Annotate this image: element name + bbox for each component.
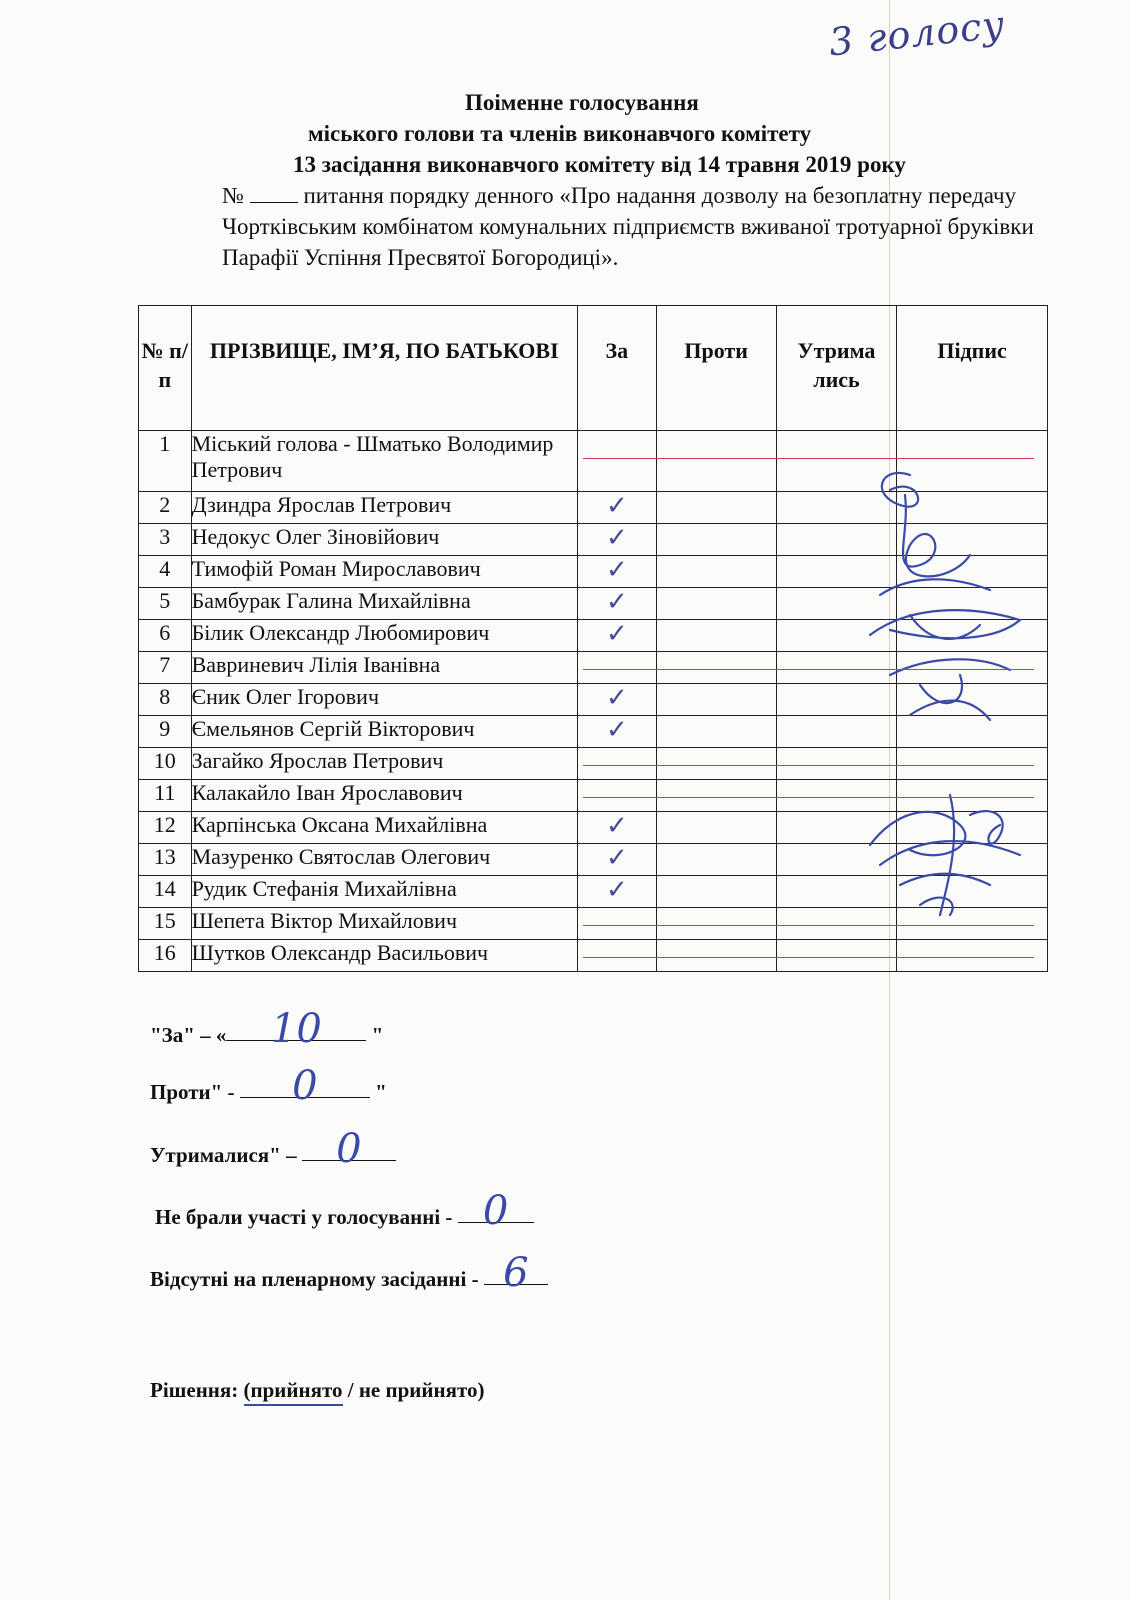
- vote-against-cell: [656, 684, 776, 716]
- vote-for-cell: [577, 556, 656, 588]
- row-number: 8: [139, 684, 192, 716]
- total-against: Проти" - 0 ": [150, 1063, 387, 1109]
- check-mark-icon: ✓: [605, 715, 628, 744]
- vote-for-cell: [577, 812, 656, 844]
- member-name: Карпінська Оксана Михайлівна: [191, 812, 577, 844]
- member-name: Вавриневич Лілія Іванівна: [191, 652, 577, 684]
- row-number: 12: [139, 812, 192, 844]
- vote-against-cell: [656, 780, 776, 812]
- handwritten-corner-note: 3 голосу: [826, 2, 1008, 65]
- vote-for-cell: [577, 748, 656, 780]
- decision-line: [150, 1378, 484, 1403]
- check-mark-icon: ✓: [605, 811, 628, 840]
- vote-for-cell: [577, 524, 656, 556]
- vote-against-cell: [656, 876, 776, 908]
- total-absent-value: 6: [484, 1262, 548, 1285]
- row-number: 16: [139, 940, 192, 972]
- no-vote-dash-line: [583, 669, 1033, 670]
- member-name: Дзиндра Ярослав Петрович: [191, 492, 577, 524]
- member-name: Недокус Олег Зіновійович: [191, 524, 577, 556]
- member-name: Бамбурак Галина Михайлівна: [191, 588, 577, 620]
- decision-rest: / не прийнято): [342, 1378, 485, 1402]
- agenda-text: питання порядку денного «Про надання дозволу на безоплатну передачу Чортківським комбінатом комунальних підприємств вживаної тротуарної бруківки Парафії Успіння Пресвятої Богородиці».: [222, 183, 1034, 270]
- vote-for-cell: [577, 716, 656, 748]
- total-for-value: 10: [226, 1018, 366, 1041]
- member-name: Рудик Стефанія Михайлівна: [191, 876, 577, 908]
- check-mark-icon: ✓: [605, 619, 628, 648]
- no-vote-dash-line: [583, 797, 1033, 798]
- total-for: "За" – « 10 ": [150, 1006, 384, 1052]
- row-number: 7: [139, 652, 192, 684]
- table-header-row: [139, 306, 1048, 431]
- header-name: ПРІЗВИЩЕ, ІМ’Я, ПО БАТЬКОВІ: [191, 306, 577, 431]
- row-number: 9: [139, 716, 192, 748]
- no-vote-dash-line: [583, 957, 1033, 958]
- signatures-scribble-upper: [850, 455, 1035, 745]
- agenda-number-blank: [250, 184, 298, 203]
- vote-for-cell: [577, 652, 656, 684]
- header-for: За: [577, 306, 656, 431]
- row-number: 2: [139, 492, 192, 524]
- vote-for-cell: [577, 876, 656, 908]
- title-line-3: 13 засідання виконавчого комітету від 14 травня 2019 року: [293, 152, 906, 177]
- total-against-value: 0: [240, 1075, 370, 1098]
- signature-cell: [897, 940, 1048, 972]
- member-name: Шепета Віктор Михайлович: [191, 908, 577, 940]
- agenda-number-sign: №: [222, 183, 244, 208]
- member-name: Єник Олег Ігорович: [191, 684, 577, 716]
- check-mark-icon: ✓: [605, 683, 628, 712]
- header-abstain: Утрима лись: [776, 306, 896, 431]
- check-mark-icon: ✓: [605, 875, 628, 904]
- header-num: № п/п: [139, 306, 192, 431]
- header-signature: Підпис: [897, 306, 1048, 431]
- row-number: 4: [139, 556, 192, 588]
- vote-against-cell: [656, 492, 776, 524]
- row-number: 6: [139, 620, 192, 652]
- member-name: Білик Олександр Любомирович: [191, 620, 577, 652]
- member-name: Калакайло Іван Ярославович: [191, 780, 577, 812]
- row-number: 3: [139, 524, 192, 556]
- row-number: 15: [139, 908, 192, 940]
- vote-against-cell: [656, 556, 776, 588]
- agenda-item: [222, 180, 1052, 273]
- total-abstain-value: 0: [302, 1138, 396, 1161]
- member-name: Ємельянов Сергій Вікторович: [191, 716, 577, 748]
- row-number: 10: [139, 748, 192, 780]
- no-vote-dash-line: [583, 925, 1033, 926]
- vote-against-cell: [656, 748, 776, 780]
- decision-label: Рішення:: [150, 1378, 244, 1402]
- check-mark-icon: ✓: [605, 555, 628, 584]
- vote-against-cell: [656, 524, 776, 556]
- vote-for-cell: [577, 780, 656, 812]
- decision-accepted: (прийнято: [244, 1378, 343, 1406]
- vote-for-cell: [577, 908, 656, 940]
- vote-against-cell: [656, 431, 776, 492]
- total-not-participated: Не брали участі у голосуванні - 0: [155, 1200, 534, 1230]
- row-number: 13: [139, 844, 192, 876]
- member-name: Мазуренко Святослав Олегович: [191, 844, 577, 876]
- member-name: Загайко Ярослав Петрович: [191, 748, 577, 780]
- no-vote-dash-line: [583, 765, 1033, 766]
- total-absent: Відсутні на пленарному засіданні - 6: [150, 1262, 548, 1292]
- vote-for-cell: [577, 431, 656, 492]
- member-name: Шутков Олександр Васильович: [191, 940, 577, 972]
- member-name: Міський голова - Шматько Володимир Петрович: [191, 431, 577, 492]
- check-mark-icon: ✓: [605, 843, 628, 872]
- row-number: 14: [139, 876, 192, 908]
- row-number: 11: [139, 780, 192, 812]
- vote-against-cell: [656, 812, 776, 844]
- row-number: 1: [139, 431, 192, 492]
- check-mark-icon: ✓: [605, 491, 628, 520]
- vote-for-cell: [577, 620, 656, 652]
- vote-for-cell: [577, 684, 656, 716]
- table-row: [139, 940, 1048, 972]
- vote-against-cell: [656, 588, 776, 620]
- vote-abstain-cell: [776, 940, 896, 972]
- total-abstain: Утрималися" – 0: [150, 1138, 396, 1168]
- vote-against-cell: [656, 844, 776, 876]
- vote-for-cell: [577, 940, 656, 972]
- header-against: Проти: [656, 306, 776, 431]
- vote-against-cell: [656, 652, 776, 684]
- total-not-participated-value: 0: [458, 1200, 534, 1223]
- member-name: Тимофій Роман Мирославович: [191, 556, 577, 588]
- vote-against-cell: [656, 716, 776, 748]
- row-number: 5: [139, 588, 192, 620]
- vote-for-cell: [577, 588, 656, 620]
- vote-for-cell: [577, 492, 656, 524]
- vote-against-cell: [656, 908, 776, 940]
- check-mark-icon: ✓: [605, 587, 628, 616]
- title-line-1: Поіменне голосування: [465, 90, 699, 115]
- vote-against-cell: [656, 940, 776, 972]
- no-vote-dash-line: [583, 458, 1033, 459]
- vote-against-cell: [656, 620, 776, 652]
- check-mark-icon: ✓: [605, 523, 628, 552]
- title-line-2: міського голови та членів виконавчого комітету: [308, 121, 812, 146]
- vote-for-cell: [577, 844, 656, 876]
